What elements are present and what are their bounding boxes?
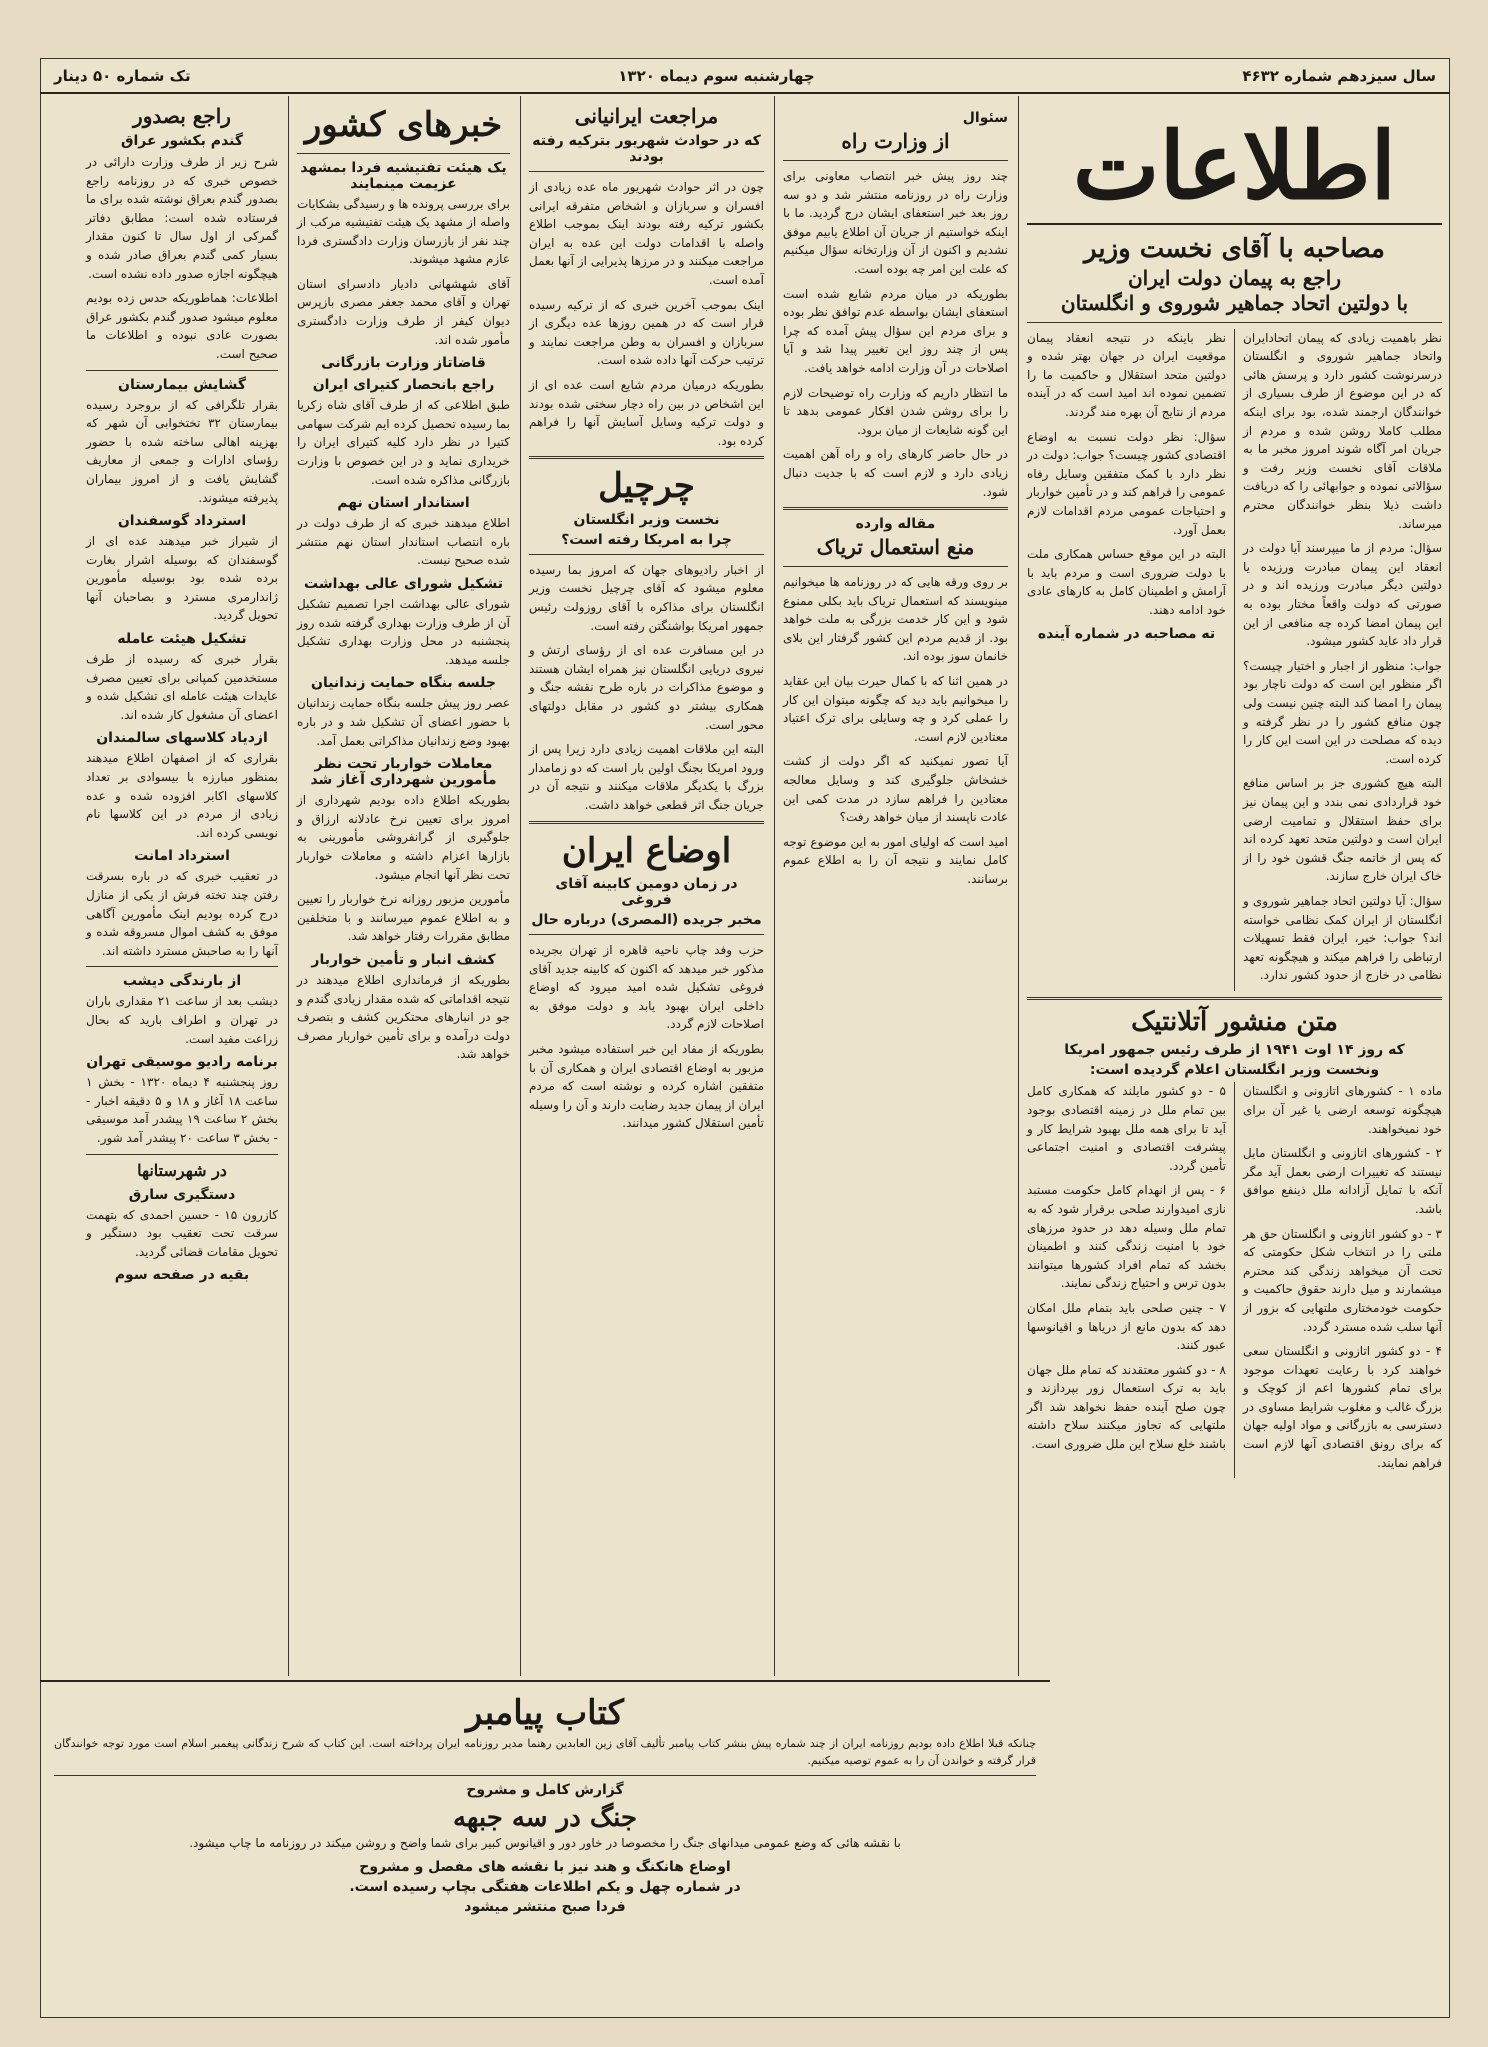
iran-body1: حزب وفد چاپ ناحیه قاهره از تهران بجریده مذکور خبر میدهد که اکنون که کابینه جدید آقای فروغی تشکیل شده امید میرود که اوضاع داخلی ایران بهبود یابد و دولت موفق به اصلاحات لازم گردد. <box>529 943 764 1032</box>
board-body: بقرار خبری که رسیده از طرف مستخدمین کمپانی برای تعیین مصرف عایدات هیئت عامله ای تشکیل شده و اعضای آن مشغول کار شده اند. <box>86 652 278 722</box>
news9-title: کشف انبار و تأمین خواربار <box>311 951 496 968</box>
col-domestic <box>288 96 518 1676</box>
article-body3: آیا تصور نمیکنید که اگر دولت از کشت خشخاش جلوگیری کند و وسایل معالجه معتادین را فراهم سازد در مدت کمی این عادت ناپسند از میان خواهد رفت؟ <box>783 754 1008 825</box>
question-title: از وزارت راه <box>841 129 950 153</box>
question-body3: ما انتظار داریم که وزارت راه توضیحات لازم را برای روشن شدن افکار عمومی بدهد تا این گونه شایعات از میان برود. <box>783 385 1008 437</box>
atlantic-body1: ماده ۱ - کشورهای اتازونی و انگلستان هیچگونه توسعه ارضی یا غیر آن برای خود نمیخواهند. <box>1243 1084 1442 1136</box>
wheat-subtitle: گندم بکشور عراق <box>120 133 244 149</box>
article-body4: امید است که اولیای امور به این موضوع توجه کامل نمایند و نتیجه آن را به اطلاع عموم برسانند. <box>783 834 1008 886</box>
article-title: منع استعمال تریاک <box>816 535 975 560</box>
interview-col-a <box>1243 329 1442 991</box>
interview-body1: نظر باهمیت زیادی که پیمان اتحادایران واتحاد جماهیر شوروی و انگلستان درسرنوشت کشور دارد و پرسش هائی که در این موضوع از طرف بسیاری از خوانندگان ارجمند شده، بود برای اینکه مطلب کاملا روشن شده و مردم از جریان امر آگاه شوند امروز مخبر ما به ملاقات آقای نخست وزیر رفت و سؤالاتی نموده و جوابهائی را که دریافت داشت ذیلا بنظر خوانندگان محترم میرساند. <box>1243 330 1442 531</box>
adult-classes-title: ازدیاد کلاسهای سالمندان <box>96 730 268 747</box>
news7-title: جلسه بنگاه حمایت زندانیان <box>311 675 496 692</box>
news6-body: شورای عالی بهداشت اجرا تصمیم تشکیل آن از طرف وزارت بهداری گرفته شده روز پنجشنبه در محل وزارت بهداری تشکیل جلسه میدهد. <box>297 597 510 667</box>
news6-title: تشکیل شورای عالی بهداشت <box>304 576 503 592</box>
book-body: چنانکه قبلا اطلاع داده بودیم روزنامه ایران از چند شماره پیش بنشر کتاب پیامبر تألیف آقای زین العابدین رهنما مدیر روزنامه ایران پرداخته است. این کتاب که شرح زندگانی پیغمبر اسلام است مورد توجه خوانندگان قرار گرفته و خواندن آن را به عموم توصیه میکنیم. <box>54 1736 1036 1767</box>
issue-date: چهارشنبه سوم دیماه ۱۳۲۰ <box>618 67 815 85</box>
atlantic-title: متن منشور آتلانتیک <box>1131 1006 1338 1037</box>
interview-sub1: راجع به پیمان دولت ایران <box>1127 265 1341 290</box>
news2-body: آقای شهشهانی دادیار دادسرای استان تهران و آقای محمد جعفر مصری بازپرس دیوان کیفر از طرف وزارت دادگستری مأمور شده اند. <box>297 276 510 347</box>
interview-col2-text1: نظر باینکه در نتیجه انعقاد پیمان موقعیت ایران در جهان بهتر شده و دولتین متحد استقلال و حاکمیت ما را تضمین نموده اند امید است که در آینده مردم از نتایج آن بهره مند گردند. <box>1027 330 1226 420</box>
interview-headline: مصاحبه با آقای نخست وزیر <box>1084 234 1385 265</box>
iran-body2: بطوریکه از مفاد این خبر استفاده میشود مخبر مزبور به اوضاع اقتصادی ایران و همکاری آن با متفقین اشاره کرده و نوشته است که مردم ایران از پیمان جدید رضایت دارند و آن را وسیله تأمین استقلال کشور میدانند. <box>529 1042 764 1131</box>
interview-col2-text2: سؤال: نظر دولت نسبت به اوضاع اقتصادی کشور چیست؟ جواب: دولت در نظر دارد با کمک متفقین وسایل رفاه عمومی را فراهم کند و در تأمین خواربار و احتیاجات عمومی مردم اقدامات لازم بعمل آورد. <box>1027 429 1226 537</box>
article-label: مقاله وارده <box>855 516 936 533</box>
radio-title: برنامه رادیو موسیقی تهران <box>86 1054 278 1071</box>
iran-sub1: در زمان دومین کابینه آقای فروغی <box>555 876 738 909</box>
question-body4: در حال حاضر کارهای راه و راه آهن اهمیت زیادی دارد و لازم است که با جدیت دنبال شود. <box>783 447 1008 499</box>
churchill-body3: البته این ملاقات اهمیت زیادی دارد زیرا پس از ورود امریکا بجنگ اولین بار است که دو زمامدار بزرگ با یکدیگر ملاقات میکنند و نتیجه آن در جریان جنگ اثر قطعی خواهد داشت. <box>529 742 764 812</box>
atlantic-sub1: که روز ۱۴ اوت ۱۹۴۱ از طرف رئیس جمهور امریکا <box>1064 1042 1405 1059</box>
atlantic-body3: ۳ - دو کشور اتازونی و انگلستان حق هر ملتی را در انتخاب شکل حکومتی که تحت آن میخواهد زندگی کند محترم میشمارند و میل دارند حقوق حاکمیت و حکومت خودمختاری ملتهایی که بزور از آنها سلب شده مسترد گردد. <box>1243 1226 1442 1334</box>
churchill-title: چرچیل <box>598 466 695 507</box>
article-body2: در همین اثنا که با کمال حیرت بیان این عقاید را میخوانیم باید دید که چگونه میتوان این کار را عملی کرد و چه وسایلی برای ترک اعتیاد معتادین لازم است. <box>783 674 1008 744</box>
news7-body: عصر روز پیش جلسه بنگاه حمایت زندانیان با حضور اعضای آن تشکیل شد و در باره بهبود وضع زندانیان مذاکراتی بعمل آمد. <box>297 696 510 748</box>
question-body1: چند روز پیش خبر انتصاب معاونی برای وزارت راه در روزنامه منتشر شد و دو سه روز بعد خبر استعفای ایشان درج گردید. ما با اینکه خواستیم از جریان آن اطلاع یابیم موفق نشدیم و اکنون از آن وزارتخانه سؤال میکنیم که علت این امر چه بوده است. <box>783 169 1008 276</box>
radio-body: روز پنجشنبه ۴ دیماه ۱۳۲۰ - بخش ۱ ساعت ۱۸ آغاز و ۱۸ و ۵ دقیقه اخبار - بخش ۲ ساعت ۱۹ پیشدر آمد موسیقی - بخش ۳ ساعت ۲۰ پیشدر آمد شور. <box>86 1075 278 1145</box>
churchill-body1: از اخبار رادیوهای جهان که امروز بما رسیده معلوم میشود که آقای چرچیل نخست وزیر انگلستان برای مذاکره با آقای روزولت رئیس جمهور امریکا بواشنگتن رفته است. <box>529 562 764 633</box>
war-body1: با نقشه هائی که وضع عمومی میدانهای جنگ را مخصوصا در خاور دور و اقیانوس کبیر برای شما واضح و روشن میکند در روزنامه ما چاپ میشود. <box>189 1836 901 1851</box>
interview-sub2: با دولتین اتحاد جماهیر شوروی و انگلستان <box>1060 290 1409 315</box>
atlantic-body5: ۵ - دو کشور مایلند که همکاری کامل بین تمام ملل در زمینه اقتصادی بوجود آید تا برای همه ملل بهبود شرایط کار و پیشرفت اقتصادی و امنیت اجتماعی تأمین گردد. <box>1027 1084 1226 1173</box>
news1-title: یک هیئت تفتیشیه فردا بمشهد عزیمت مینمایند <box>300 159 507 192</box>
wheat-title: راجع بصدور <box>133 104 231 128</box>
wheat-body2: اطلاعات: هماطوریکه حدس زده بودیم معلوم میشود صدور گندم بکشور عراق بصورت عادی نبوده و اطلاعات ما صحیح است. <box>86 291 278 361</box>
atlantic-body6: ۶ - پس از انهدام کامل حکومت مستبد نازی امیدوارند صلحی برقرار شود که به تمام ملل وسیله دهد در حدود مرزهای خود با امنیت زندگی کنند و اطمینان بخشد که تمام افراد کشورها میتوانند بدون ترس و احتیاج زندگی نمایند. <box>1027 1183 1226 1291</box>
returnees-body3: بطوریکه درمیان مردم شایع است عده ای از این اشخاص در بین راه دچار سختی شده بودند و دولت ترکیه وسایل آسایش آنها را فراهم کرده بود. <box>529 377 764 448</box>
war-footer: فردا صبح منتشر میشود <box>464 1898 626 1915</box>
issue-price: تک شماره ۵۰ دینار <box>54 67 191 85</box>
news4-body: طبق اطلاعی که از طرف آقای شاه زکریا بما رسیده تحصیل کرده ایم شرکت سهامی کتیرا در نظر دارد کلیه کتیرای ایران را خریداری نماید و در این خصوص با وزارت بازرگانی مذاکره شده است. <box>297 398 510 487</box>
war-body3: در شماره چهل و یکم اطلاعات هفتگی بچاپ رسیده است. <box>349 1878 741 1895</box>
churchill-sub1: نخست وزیر انگلستان <box>573 511 720 528</box>
continued-note: بقیه در صفحه سوم <box>114 1267 250 1284</box>
churchill-sub2: چرا به امریکا رفته است؟ <box>561 531 732 548</box>
article-body1: بر روی ورقه هایی که در روزنامه ها میخوانیم مینویسند که استعمال تریاک باید بکلی ممنوع شود و این کار خدمت بزرگی به ملت خواهد بود. از قدیم مردم این کشور گرفتار این بلای خانمان سوز بوده اند. <box>783 575 1008 664</box>
interview-answer: جواب: منظور از اجبار و اختیار چیست؟ اگر منظور این است که دولت ناچار بود پیمان را امضا کند البته چنین نیست ولی چون منافع کشور را در نظر گرفته و دیده که مصلحت در این است این کار را کرده است. <box>1243 658 1442 766</box>
news5-title: استاندار استان نهم <box>337 495 470 512</box>
masthead-title: اطلاعات <box>1027 104 1442 225</box>
bottom-banner <box>40 1680 1050 1930</box>
interview-body4: سؤال: آیا دولتین اتحاد جماهیر شوروی و انگلستان از ایران کمک نظامی خواسته اند؟ جواب: خیر، ایران فقط تسهیلات ارتباطی را فراهم میکند و هیچگونه تعهد نظامی در خارج از حدود کشور ندارد. <box>1243 893 1442 983</box>
returnees-body: چون در اثر حوادث شهریور ماه عده زیادی از افسران و سربازان و اشخاص متفرقه ایرانی بکشور ترکیه رفته بودند اینک بموجب اطلاع واصله با اقدامات دولت این عده به ایران مراجعت میکنند و در مرزها پذیرایی از آنها بعمل آمده است. <box>529 180 764 287</box>
churchill-body2: در این مسافرت عده ای از رؤسای ارتش و نیروی دریایی انگلستان نیز همراه ایشان هستند و موضوع مذاکرات در باره طرح نقشه جنگ و همکاری بیشتر دو کشور در مقابل دولتهای محور است. <box>529 643 764 732</box>
col-world <box>520 96 772 1676</box>
header-line <box>40 60 1450 94</box>
hospital-body: بقرار تلگرافی که از بروجرد رسیده بیمارستان ۳۲ تختخوابی آن شهر که بهزینه اهالی ساخته شده با حضور رؤسای ادارات و جمعی از معاریف گشایش یافت و از امروز بیماران پذیرفته میشوند. <box>86 397 279 505</box>
sheep-title: استرداد گوسفندان <box>117 513 247 530</box>
atlantic-body4: ۴ - دو کشور اتازونی و انگلستان سعی خواهند کرد با رعایت تعهدات موجود برای تمام کشورها اعم از کوچک و بزرگ غالب و مغلوب شرایط مساوی در دسترسی به بازرگانی و مواد اولیه جهان که برای رونق اقتصادی آنها لازم است فراهم نمایند. <box>1243 1344 1442 1470</box>
news1-body: برای بررسی پرونده ها و رسیدگی بشکایات واصله از مشهد یک هیئت تفتیشیه مرکب از چند نفر از بازرسان وزارت دادگستری فردا عازم مشهد میشوند. <box>297 196 510 267</box>
sheep-body: از شیراز خبر میدهند عده ای از گوسفندان که بوسیله اشرار بغارت برده شده بود بوسیله مأمورین ژاندارمری مسترد و بصاحبان آنها تحویل گردید. <box>86 534 278 623</box>
atlantic-columns <box>1027 1082 1442 1478</box>
news9-body: بطوریکه از فرمانداری اطلاع میدهند در نتیجه اقداماتی که شده مقدار زیادی گندم و جو در انبارهای محتکرین کشف و بتصرف دولت درآمده و برای تأمین خواربار مصرف خواهد شد. <box>297 972 510 1062</box>
returnees-sub: که در حوادث شهریور بترکیه رفته بودند <box>532 133 761 165</box>
returnees-title: مراجعت ایرانیانی <box>574 104 719 128</box>
question-body2: بطوریکه در میان مردم شایع شده است استعفای ایشان بواسطه عدم توافق نظر بوده و برای مردم این سؤال پیش آمده که چرا پس از چند روز این تغییر پیدا شد و آیا اصلاحات در آن وزارت ادامه خواهد یافت. <box>783 286 1008 375</box>
news8-title: معاملات خواربار تحت نظر مأمورین شهرداری آغاز شد <box>310 756 497 789</box>
war-title: جنگ در سه جبهه <box>452 1802 638 1833</box>
hospital-title: گشایش بیمارستان <box>118 376 246 393</box>
interview-col-b <box>1027 329 1235 991</box>
interview-body3: البته هیچ کشوری جز بر اساس منافع خود قراردادی نمی بندد و این پیمان نیز برای حفظ استقلال و تمامیت ارضی ایران است و دولتین متحد تعهد کرده اند که پس از خاتمه جنگ قشون خود را از خاک ایران خارج سازند. <box>1243 776 1442 884</box>
domestic-news-title: خبرهای کشور <box>304 105 503 145</box>
atlantic-body8: ۸ - دو کشور معتقدند که تمام ملل جهان باید به ترک استعمال زور بپردازند و چون صلح آینده حفظ نخواهد شد اگر ملتهایی که تجاوز میکنند سلاح داشته باشند خلع سلاح این ملل ضروری است. <box>1027 1362 1226 1452</box>
col-question <box>774 96 1016 1676</box>
iran-sub2: مخبر جریده (المصری) درباره حال <box>531 912 762 929</box>
interview-col2-text3: البته در این موقع حساس همکاری ملت با دولت ضروری است و مردم باید با آرامش و اطمینان کامل به کارهای عادی خود ادامه دهند. <box>1027 547 1226 617</box>
rain-title: از بارندگی دیشب <box>122 973 242 990</box>
interview-body2: سؤال: مردم از ما میپرسند آیا دولت در انعقاد این پیمان مبادرت ورزیده یا دولتین دیگر مبادرت ورزیده اند و در صورتی که دولت واقعاً مختار بوده به این پیمان امضا کرده چه منافعی از این قرار داد عاید کشور میشود. <box>1243 541 1442 649</box>
news8-body2: مأمورین مزبور روزانه نرخ خواربار را تعیین و به اطلاع عموم میرسانند و با متخلفین مطابق مقررات رفتار خواهد شد. <box>297 892 510 944</box>
atlantic-sub2: ونخست وزیر انگلستان اعلام گردیده است: <box>1089 1062 1380 1079</box>
arrest-body: کازرون ۱۵ - حسین احمدی که بتهمت سرقت تحت تعقیب بود دستگیر و تحویل مقامات قضائی گردید. <box>86 1207 278 1259</box>
trust-body: در تعقیب خبری که در باره بسرقت رفتن چند تخته فرش از یکی از منازل درج کرده بودیم اینک مأمورین آگاهی موفق به کشف اموال مسروقه شده و آنها را به صاحبش مسترد داشته اند. <box>86 869 278 958</box>
news8-body: بطوریکه اطلاع داده بودیم شهرداری از امروز برای تعیین نرخ عادلانه ارزاق و جلوگیری از گرانفروشی مأمورینی به بازارها اعزام داشته و معاملات خواربار تحت نظر آنها انجام میشود. <box>297 793 510 882</box>
arrest-title: دستگیری سارق <box>128 1186 236 1203</box>
provinces-title: در شهرستانها <box>137 1160 227 1180</box>
news5-body: اطلاع میدهند خبری که از طرف دولت در باره انتصاب استاندار استان نهم منتشر شده صحیح نیست. <box>297 516 510 568</box>
adult-classes-body: بقراری که از اصفهان اطلاع میدهند بمنظور مبارزه با بیسوادی بر تعداد کلاسهای اکابر افزوده شده و عده زیادی از مردم در این کلاسها نام نویسی کرده اند. <box>86 751 278 840</box>
news3-title: قاضاتاز وزارت بازرگانی <box>321 355 486 372</box>
book-title: کتاب پیامبر <box>466 1693 624 1733</box>
interview-columns <box>1027 329 1442 991</box>
atlantic-body2: ۲ - کشورهای اتازونی و انگلستان مایل نیستند که تغییرات ارضی بعمل آید مگر آنکه با تمایل آزادانه ملل ذینفع موافق باشد. <box>1243 1146 1442 1216</box>
col-masthead <box>1018 96 1450 1676</box>
board-title: تشکیل هیئت عامله <box>117 631 247 648</box>
war-body2: اوضاع هانکنگ و هند نیز با نقشه های مفصل و مشروح <box>359 1858 731 1875</box>
interview-footer: ته مصاحبه در شماره آینده <box>1037 625 1216 642</box>
wheat-body1: شرح زیر از طرف وزارت دارائی در خصوص خبری که در روزنامه راجع بصدور گندم بعراق نوشته شده برای ما فرستاده شده است: مطابق دفاتر گمرکی از اول سال تا کنون مقدار بسیار کمی گندم بعراق صادر شده و هیچگونه اجازه صدور داده نشده است. <box>86 155 278 281</box>
year-issue: سال سیزدهم شماره ۴۶۳۲ <box>1242 67 1436 85</box>
iran-title: اوضاع ایران <box>561 830 732 871</box>
question-label: سئوال <box>962 110 1008 126</box>
rain-body: دیشب بعد از ساعت ۲۱ مقداری باران در تهران و اطراف بارید که بحال زراعت مفید است. <box>86 994 278 1046</box>
war-line1: گزارش کامل و مشروح <box>466 1781 624 1798</box>
news4-title: راجع بانحصار کتیرای ایران <box>312 377 495 394</box>
returnees-body2: اینک بموجب آخرین خبری که از ترکیه رسیده قرار است که در همین روزها عده دیگری از سربازان و افسران به وطن مراجعت نمایند و ترتیب حرکت آنها داده شده است. <box>529 297 764 368</box>
atlantic-body7: ۷ - چنین صلحی باید بتمام ملل امکان دهد که بدون مانع از دریاها و اقیانوسها عبور کنند. <box>1027 1300 1226 1353</box>
trust-title: استرداد امانت <box>134 848 230 865</box>
